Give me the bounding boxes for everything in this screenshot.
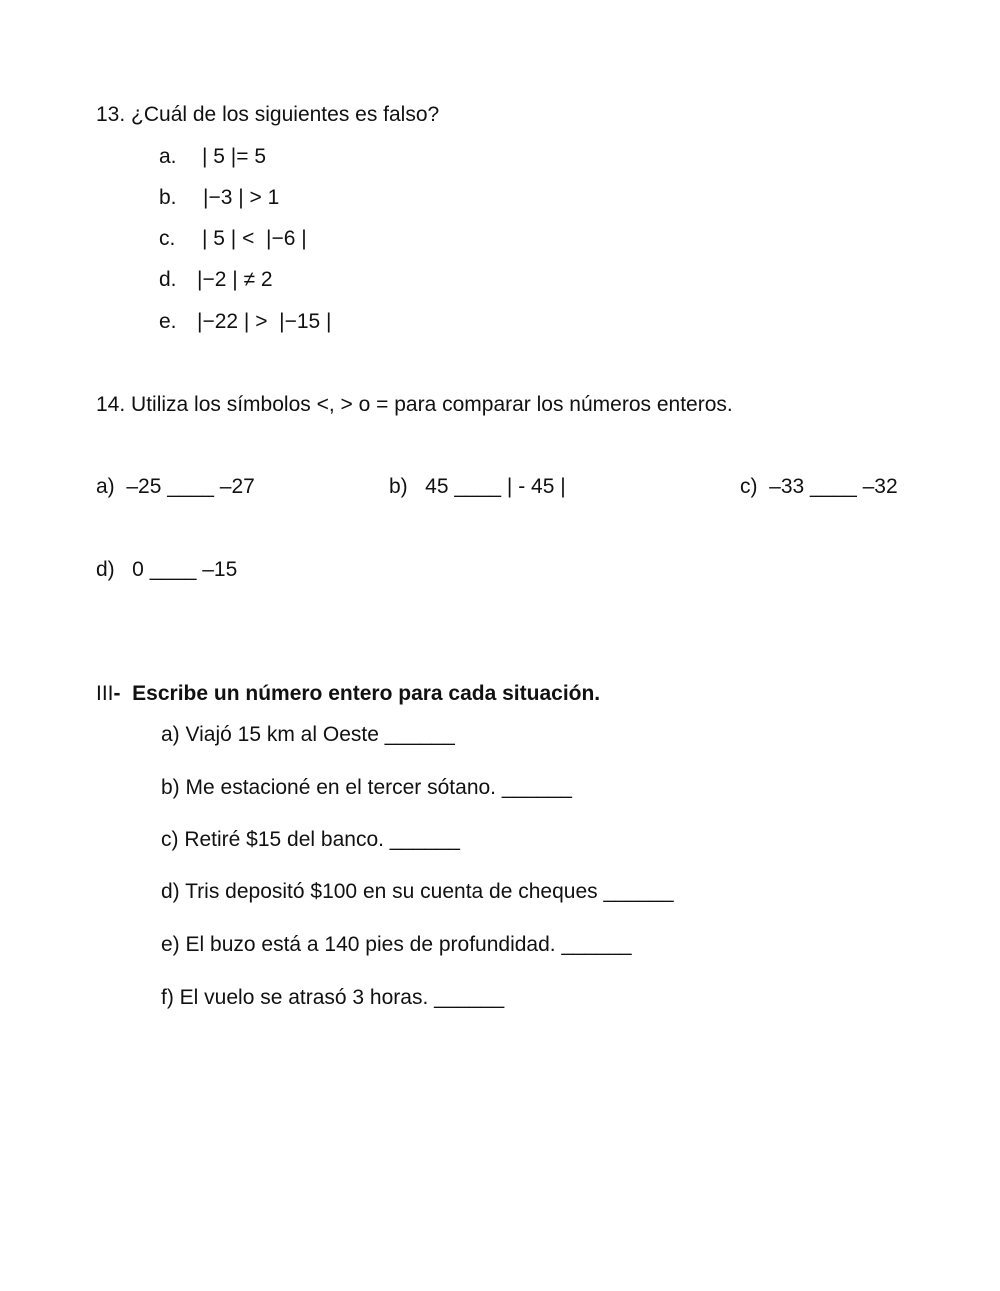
situation-item-b: b) Me estacioné en el tercer sótano. ______ xyxy=(161,776,572,799)
section-3-heading xyxy=(96,683,600,704)
question-14-prompt: 14. Utiliza los símbolos <, > o = para comparar los números enteros. xyxy=(96,393,733,416)
situation-item-c: c) Retiré $15 del banco. ______ xyxy=(161,828,460,851)
situation-item-a: a) Viajó 15 km al Oeste ______ xyxy=(161,723,455,746)
comparison-item-d: d) 0 ____ –15 xyxy=(96,558,238,581)
option-text: | 5 |= 5 xyxy=(202,145,267,168)
section-3-title: - Escribe un número entero para cada situación. xyxy=(113,682,601,705)
section-3-numeral: III xyxy=(96,682,114,705)
situation-item-d: d) Tris depositó $100 en su cuenta de cheques ______ xyxy=(161,880,674,903)
option-letter: e. xyxy=(159,310,177,333)
option-text: |−2 | ≠ 2 xyxy=(197,268,273,291)
option-letter: c. xyxy=(159,227,176,250)
option-text: | 5 | < |−6 | xyxy=(202,227,307,250)
option-letter: a. xyxy=(159,145,177,168)
situation-item-f: f) El vuelo se atrasó 3 horas. ______ xyxy=(161,986,505,1009)
option-letter: b. xyxy=(159,186,177,209)
question-13-prompt: 13. ¿Cuál de los siguientes es falso? xyxy=(96,103,440,126)
comparison-item-c: c) –33 ____ –32 xyxy=(740,475,898,498)
option-letter: d. xyxy=(159,268,177,291)
option-text: |−3 | > 1 xyxy=(203,186,280,209)
option-text: |−22 | > |−15 | xyxy=(197,310,332,333)
comparison-item-a: a) –25 ____ –27 xyxy=(96,475,255,498)
situation-item-e: e) El buzo está a 140 pies de profundidad. ______ xyxy=(161,933,632,956)
comparison-item-b: b) 45 ____ | - 45 | xyxy=(389,475,566,498)
